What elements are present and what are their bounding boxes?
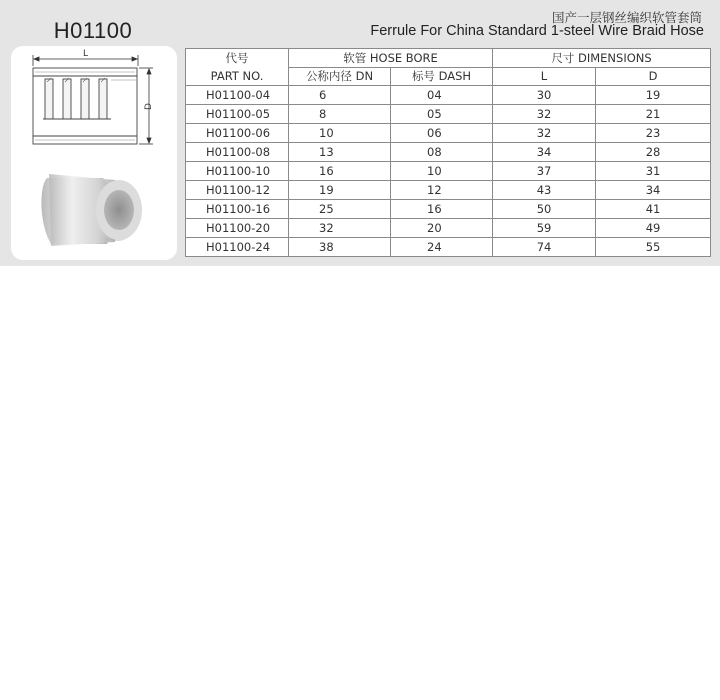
length-label: L [83,49,89,59]
diameter-cell: 55 [596,238,711,257]
l-header: L [493,68,596,86]
table-row [186,238,711,257]
table-row [186,162,711,181]
dn-cell: 10 [289,124,391,143]
dimensions-table [185,48,711,257]
table-row [186,181,711,200]
dash-cell: 10 [391,162,493,181]
diameter-cell: 49 [596,219,711,238]
product-image-card [11,46,177,260]
dn-cell: 19 [289,181,391,200]
part-number-cell: H01100-08 [186,143,289,162]
diameter-cell: 19 [596,86,711,105]
dash-cell: 06 [391,124,493,143]
part-number-cell: H01100-16 [186,200,289,219]
hose-bore-header: 软管 HOSE BORE [289,49,493,68]
ferrule-photo [41,174,142,246]
dn-cell: 32 [289,219,391,238]
dash-cell: 05 [391,105,493,124]
part-no-header-cn: 代号 [225,51,249,65]
dash-cell: 08 [391,143,493,162]
length-cell: 32 [493,124,596,143]
dn-cell: 8 [289,105,391,124]
d-header: D [596,68,711,86]
diameter-cell: 34 [596,181,711,200]
part-no-header-en: PART NO. [210,69,264,83]
dn-cell: 13 [289,143,391,162]
diameter-label: D [144,103,154,110]
diameter-cell: 31 [596,162,711,181]
length-cell: 59 [493,219,596,238]
dash-cell: 24 [391,238,493,257]
dimensions-header: 尺寸 DIMENSIONS [493,49,711,68]
chinese-title: 国产一层钢丝编织软管套筒 [551,10,702,25]
part-number-cell: H01100-24 [186,238,289,257]
dn-cell: 16 [289,162,391,181]
table-row [186,143,711,162]
part-number-cell: H01100-10 [186,162,289,181]
part-number-cell: H01100-12 [186,181,289,200]
dn-cell: 6 [289,86,391,105]
length-cell: 30 [493,86,596,105]
dash-cell: 16 [391,200,493,219]
length-cell: 43 [493,181,596,200]
length-cell: 34 [493,143,596,162]
diameter-cell: 21 [596,105,711,124]
length-cell: 32 [493,105,596,124]
part-number-cell: H01100-04 [186,86,289,105]
part-number-cell: H01100-05 [186,105,289,124]
diameter-cell: 41 [596,200,711,219]
length-cell: 37 [493,162,596,181]
diameter-cell: 23 [596,124,711,143]
part-number-cell: H01100-20 [186,219,289,238]
dash-cell: 20 [391,219,493,238]
english-title: Ferrule For China Standard 1-steel Wire Braid Hose [370,23,704,39]
table-row [186,105,711,124]
dn-cell: 25 [289,200,391,219]
dn-header: 公称内径 DN [289,68,391,86]
part-no-header [186,49,289,86]
ferrule-drawing [11,46,177,260]
table-row [186,219,711,238]
dash-cell: 04 [391,86,493,105]
ferrule-section-drawing [33,68,137,144]
table-row [186,86,711,105]
table-row [186,200,711,219]
length-cell: 50 [493,200,596,219]
diameter-cell: 28 [596,143,711,162]
length-cell: 74 [493,238,596,257]
product-panel [0,0,720,266]
dash-cell: 12 [391,181,493,200]
dn-cell: 38 [289,238,391,257]
dash-header: 标号 DASH [391,68,493,86]
table-row [186,124,711,143]
part-number-cell: H01100-06 [186,124,289,143]
part-code-title: H01100 [53,18,133,43]
